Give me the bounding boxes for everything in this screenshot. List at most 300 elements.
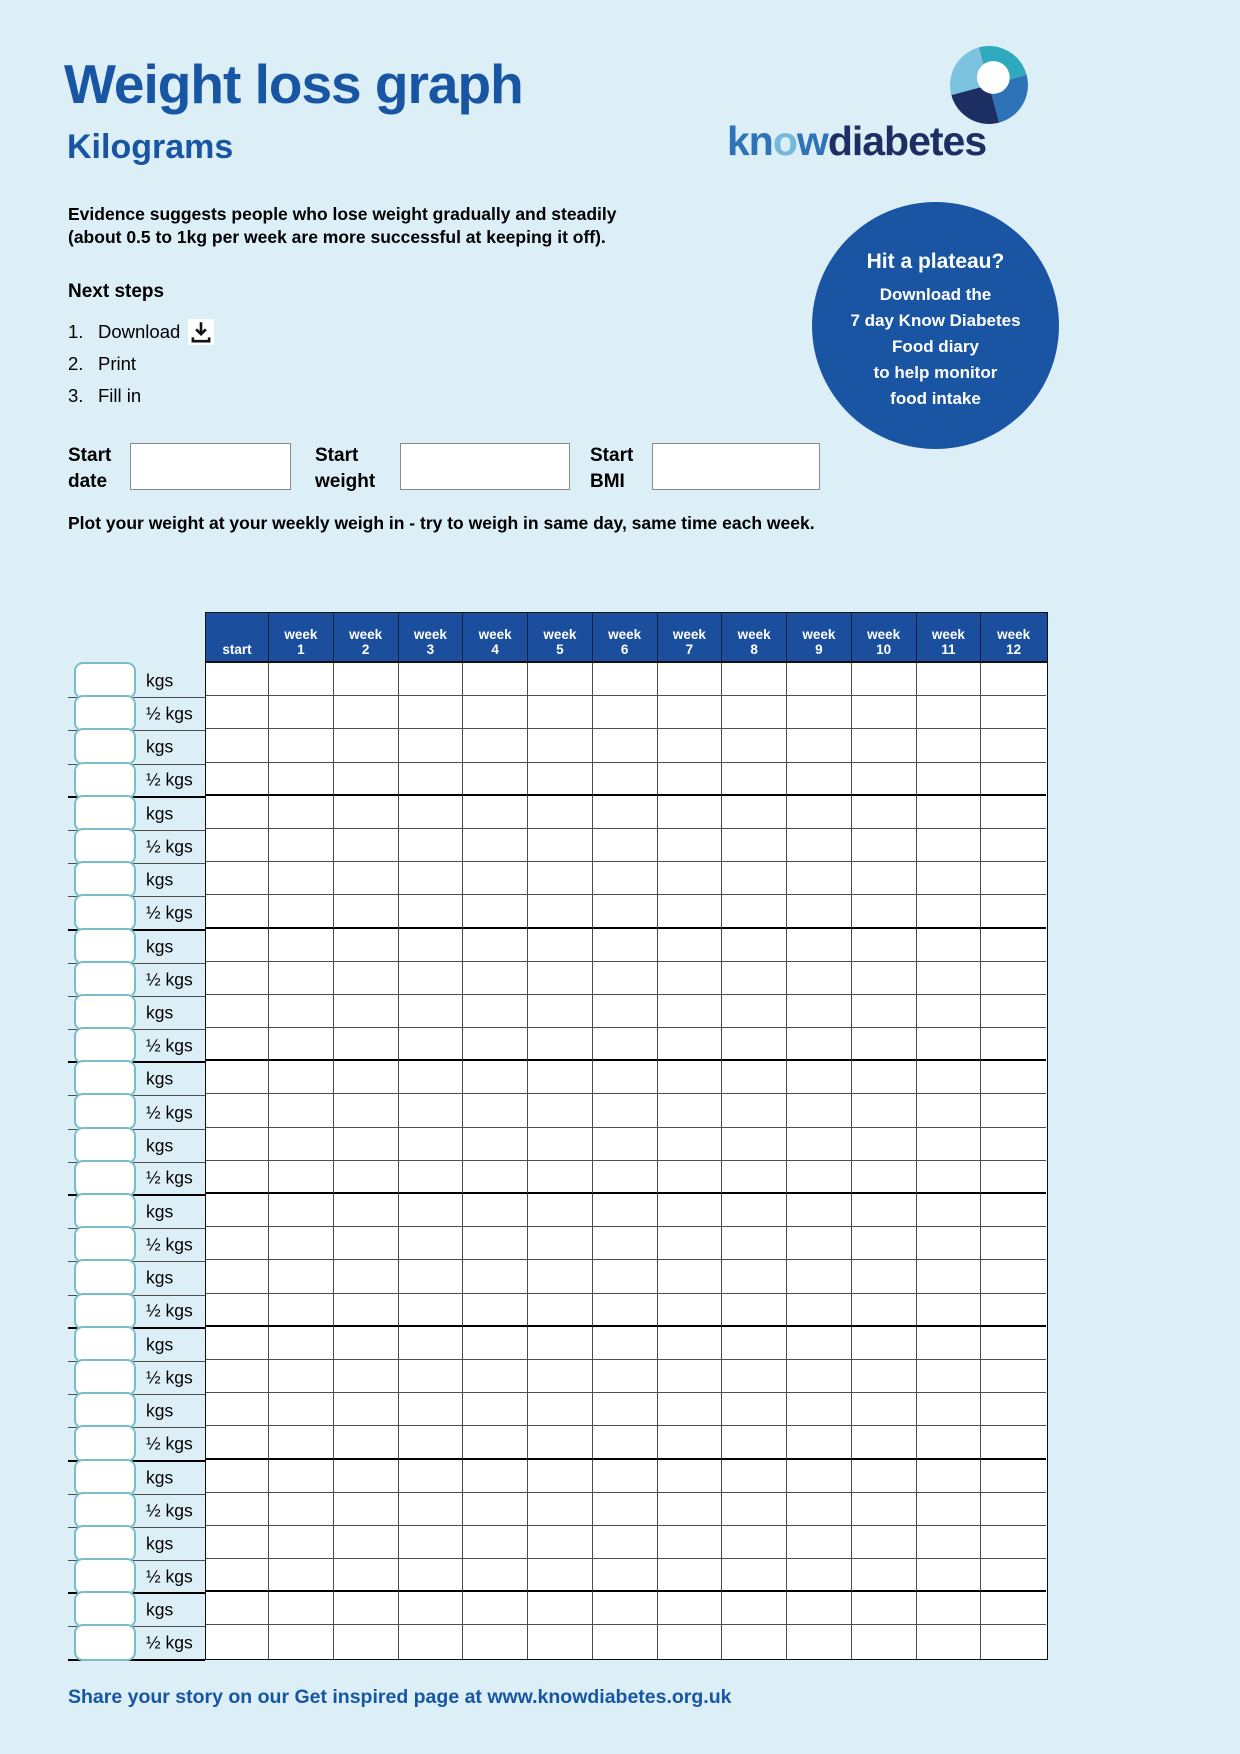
intro-text xyxy=(68,203,616,249)
row-label-text: kgs xyxy=(146,936,174,957)
grid-cell xyxy=(206,1094,269,1127)
grid-cell xyxy=(981,1327,1046,1360)
column-header-week-12: week 12 xyxy=(997,627,1031,657)
logo-o: o xyxy=(772,118,797,164)
grid-cell xyxy=(981,796,1046,829)
grid-cell xyxy=(334,1327,399,1360)
grid-cell xyxy=(269,829,334,862)
grid-cell xyxy=(722,1128,787,1161)
grid-cell xyxy=(463,862,528,895)
grid-cell xyxy=(269,1061,334,1094)
grid-cell xyxy=(528,1360,593,1393)
grid-cell xyxy=(206,962,269,995)
label-line: BMI xyxy=(590,471,625,492)
step-number: 2. xyxy=(68,353,84,374)
grid-cell xyxy=(787,729,852,762)
row-label xyxy=(68,1627,205,1660)
grid-cell xyxy=(463,729,528,762)
grid-cell xyxy=(463,1460,528,1493)
grid-cell xyxy=(463,1559,528,1592)
grid-cell xyxy=(658,1360,723,1393)
weight-value-box[interactable] xyxy=(74,1127,136,1164)
grid-cell xyxy=(722,1426,787,1459)
grid-cell xyxy=(399,1426,464,1459)
grid-cell xyxy=(269,1327,334,1360)
grid-cell xyxy=(463,1028,528,1061)
grid-cell xyxy=(528,763,593,796)
grid-cell xyxy=(787,796,852,829)
grid-cell xyxy=(658,663,723,696)
column-header-week-3: week 3 xyxy=(399,613,464,661)
grid-cell xyxy=(981,995,1046,1028)
grid-cell xyxy=(787,995,852,1028)
grid-cell xyxy=(981,1460,1046,1493)
grid-cell xyxy=(269,895,334,928)
grid-cell xyxy=(463,995,528,1028)
grid-cell xyxy=(917,1194,982,1227)
grid-cell xyxy=(917,1094,982,1127)
grid-cell xyxy=(463,1327,528,1360)
grid-cell xyxy=(334,1194,399,1227)
grid-cell xyxy=(463,1260,528,1293)
grid-cell xyxy=(206,1559,269,1592)
grid-cell xyxy=(981,962,1046,995)
grid-cell xyxy=(593,1360,658,1393)
grid-cell xyxy=(528,1625,593,1658)
grid-cell xyxy=(658,1028,723,1061)
weight-value-box[interactable] xyxy=(74,994,136,1031)
column-header-week-2: week 2 xyxy=(334,613,399,661)
grid-cell xyxy=(463,1625,528,1658)
grid-cell xyxy=(206,1128,269,1161)
grid-cell xyxy=(528,1094,593,1127)
weight-value-box[interactable] xyxy=(74,1326,136,1363)
grid-body xyxy=(206,663,1047,1659)
grid-cell xyxy=(917,1526,982,1559)
grid-cell xyxy=(528,1294,593,1327)
grid-cell xyxy=(658,1194,723,1227)
weight-value-box[interactable] xyxy=(74,795,136,832)
grid-cell xyxy=(722,1094,787,1127)
grid-cell xyxy=(399,1360,464,1393)
column-header-week-11: week 11 xyxy=(917,613,982,661)
table-row xyxy=(206,1327,1047,1360)
grid-cell xyxy=(206,1625,269,1658)
grid-cell xyxy=(981,729,1046,762)
grid-cell xyxy=(852,1360,917,1393)
grid-cell xyxy=(399,1094,464,1127)
label-line: Start xyxy=(315,445,359,466)
grid-cell xyxy=(399,1294,464,1327)
grid-cell xyxy=(917,1028,982,1061)
grid-cell xyxy=(528,1128,593,1161)
grid-cell xyxy=(981,1559,1046,1592)
row-label-text: kgs xyxy=(146,1533,174,1554)
grid-cell xyxy=(917,1161,982,1194)
grid-cell xyxy=(528,696,593,729)
grid-cell xyxy=(658,1260,723,1293)
grid-cell xyxy=(722,1360,787,1393)
grid-cell xyxy=(917,1128,982,1161)
grid-cell xyxy=(334,1227,399,1260)
grid-cell xyxy=(593,829,658,862)
grid-cell xyxy=(852,962,917,995)
grid-cell xyxy=(981,1128,1046,1161)
grid-cell xyxy=(787,962,852,995)
row-label xyxy=(68,931,205,964)
column-header-week-9: week 9 xyxy=(787,613,852,661)
weight-value-box[interactable] xyxy=(74,1093,136,1130)
grid-cell xyxy=(852,663,917,696)
grid-cell xyxy=(206,1327,269,1360)
column-header-week-10: week 10 xyxy=(852,613,917,661)
grid-cell xyxy=(722,1460,787,1493)
grid-cell xyxy=(787,1227,852,1260)
row-label xyxy=(68,1528,205,1561)
grid-cell xyxy=(269,1194,334,1227)
grid-cell xyxy=(658,962,723,995)
grid-cell xyxy=(399,1128,464,1161)
weight-value-box[interactable] xyxy=(74,928,136,965)
grid-cell xyxy=(463,1493,528,1526)
plateau-line: food intake xyxy=(890,389,981,408)
grid-cell xyxy=(852,995,917,1028)
grid-cell xyxy=(593,796,658,829)
row-label-text: kgs xyxy=(146,1467,174,1488)
grid-cell xyxy=(528,1426,593,1459)
row-label xyxy=(68,1229,205,1262)
grid-cell xyxy=(399,1260,464,1293)
weight-value-box[interactable] xyxy=(74,1525,136,1562)
grid-cell xyxy=(658,1625,723,1658)
grid-cell xyxy=(722,1493,787,1526)
table-row xyxy=(206,1559,1047,1592)
page-title: Weight loss graph xyxy=(64,53,523,115)
grid-cell xyxy=(981,1360,1046,1393)
grid-cell xyxy=(787,1194,852,1227)
column-header-week-1: week 1 xyxy=(269,613,334,661)
grid-cell xyxy=(269,1493,334,1526)
grid-cell xyxy=(658,1227,723,1260)
grid-cell xyxy=(528,796,593,829)
grid-cell xyxy=(463,1360,528,1393)
grid-cell xyxy=(334,1393,399,1426)
grid-cell xyxy=(917,929,982,962)
table-row xyxy=(206,1028,1047,1061)
grid-cell xyxy=(399,729,464,762)
grid-cell xyxy=(399,1493,464,1526)
table-row xyxy=(206,1128,1047,1161)
table-row xyxy=(206,796,1047,829)
grid-cell xyxy=(206,663,269,696)
grid-cell xyxy=(722,1625,787,1658)
weight-value-box[interactable] xyxy=(74,1060,136,1097)
grid-cell xyxy=(852,1161,917,1194)
grid-cell xyxy=(722,1260,787,1293)
grid-cell xyxy=(334,1460,399,1493)
grid-cell xyxy=(593,1260,658,1293)
table-row xyxy=(206,962,1047,995)
step-download xyxy=(68,316,214,348)
grid-cell xyxy=(722,1194,787,1227)
grid-cell xyxy=(528,1161,593,1194)
grid-cell xyxy=(463,696,528,729)
row-label-text: kgs xyxy=(146,1135,174,1156)
grid-cell xyxy=(399,895,464,928)
row-label-text: kgs xyxy=(146,1334,174,1355)
grid-cell xyxy=(852,763,917,796)
table-row xyxy=(206,1426,1047,1459)
grid-cell xyxy=(334,663,399,696)
grid-cell xyxy=(269,1360,334,1393)
grid-cell xyxy=(399,1559,464,1592)
row-label xyxy=(68,1495,205,1528)
grid-cell xyxy=(981,1028,1046,1061)
row-label xyxy=(68,765,205,798)
row-label xyxy=(68,1594,205,1627)
grid-cell xyxy=(399,663,464,696)
step-number: 1. xyxy=(68,321,84,342)
weight-value-box[interactable] xyxy=(74,662,136,699)
table-row xyxy=(206,696,1047,729)
plot-instruction: Plot your weight at your weekly weigh in - try to weigh in same day, same time each week. xyxy=(68,513,815,533)
grid-cell xyxy=(852,796,917,829)
row-label-text: ½ kgs xyxy=(146,769,193,790)
grid-cell xyxy=(658,1294,723,1327)
grid-cell xyxy=(787,763,852,796)
grid-cell xyxy=(269,1161,334,1194)
grid-cell xyxy=(787,1128,852,1161)
grid-cell xyxy=(334,1625,399,1658)
grid-cell xyxy=(787,895,852,928)
grid-cell xyxy=(269,1094,334,1127)
grid-cell xyxy=(981,696,1046,729)
table-row xyxy=(206,1460,1047,1493)
weight-table xyxy=(68,612,1053,1667)
grid-cell xyxy=(206,1161,269,1194)
grid-cell xyxy=(269,1592,334,1625)
grid-cell xyxy=(658,929,723,962)
row-label xyxy=(68,964,205,997)
grid-cell xyxy=(852,1625,917,1658)
grid-cell xyxy=(593,929,658,962)
grid-cell xyxy=(269,663,334,696)
weight-value-box[interactable] xyxy=(74,1624,136,1661)
row-label-text: ½ kgs xyxy=(146,1500,193,1521)
grid-cell xyxy=(269,1260,334,1293)
grid-cell xyxy=(463,1161,528,1194)
grid-cell xyxy=(334,929,399,962)
grid-cell xyxy=(269,1426,334,1459)
grid-cell xyxy=(981,895,1046,928)
grid-cell xyxy=(722,1028,787,1061)
grid-cell xyxy=(528,962,593,995)
grid-cell xyxy=(658,1161,723,1194)
grid-cell xyxy=(852,1559,917,1592)
grid-cell xyxy=(528,1493,593,1526)
grid-cell xyxy=(593,1094,658,1127)
row-label xyxy=(68,665,205,698)
plateau-heading: Hit a plateau? xyxy=(866,250,1005,273)
grid-cell xyxy=(917,1327,982,1360)
grid-cell xyxy=(206,862,269,895)
grid-cell xyxy=(722,895,787,928)
row-label-text: ½ kgs xyxy=(146,1167,193,1188)
table-row xyxy=(206,1493,1047,1526)
weight-value-box[interactable] xyxy=(74,1459,136,1496)
row-label xyxy=(68,1096,205,1129)
grid-cell xyxy=(399,929,464,962)
weight-value-box[interactable] xyxy=(74,1193,136,1230)
grid-cell xyxy=(852,929,917,962)
grid-cell xyxy=(917,1393,982,1426)
grid-cell xyxy=(528,1327,593,1360)
grid-cell xyxy=(917,862,982,895)
grid-cell xyxy=(269,1559,334,1592)
row-label xyxy=(68,1329,205,1362)
grid-cell xyxy=(917,763,982,796)
weight-value-box[interactable] xyxy=(74,861,136,898)
grid-cell xyxy=(593,663,658,696)
grid-cell xyxy=(463,1592,528,1625)
grid-cell xyxy=(593,729,658,762)
grid-cell xyxy=(852,1493,917,1526)
weight-value-box[interactable] xyxy=(74,1492,136,1529)
table-row xyxy=(206,763,1047,796)
grid-cell xyxy=(528,829,593,862)
weight-value-box[interactable] xyxy=(74,1425,136,1462)
grid-cell xyxy=(981,763,1046,796)
grid-cell xyxy=(981,1094,1046,1127)
row-label xyxy=(68,897,205,930)
weight-value-box[interactable] xyxy=(74,728,136,765)
grid-cell xyxy=(206,1294,269,1327)
grid-cell xyxy=(334,796,399,829)
row-label xyxy=(68,1561,205,1594)
grid-cell xyxy=(787,1592,852,1625)
grid-cell xyxy=(593,696,658,729)
step-label: Print xyxy=(98,353,137,374)
row-label-text: ½ kgs xyxy=(146,1632,193,1653)
grid-cell xyxy=(658,1061,723,1094)
grid-cell xyxy=(399,696,464,729)
knowdiabetes-logo-icon xyxy=(948,44,1030,126)
weight-value-box[interactable] xyxy=(74,762,136,799)
start-weight-field[interactable] xyxy=(400,443,570,490)
column-header-week-8: week 8 xyxy=(722,613,787,661)
grid-cell xyxy=(658,1526,723,1559)
row-label-column xyxy=(68,665,205,1661)
grid-cell xyxy=(787,1028,852,1061)
grid-cell xyxy=(981,1061,1046,1094)
grid-cell xyxy=(399,1592,464,1625)
grid-cell xyxy=(528,1194,593,1227)
next-steps-heading: Next steps xyxy=(68,281,165,302)
grid-cell xyxy=(658,1094,723,1127)
grid-cell xyxy=(206,1194,269,1227)
grid-cell xyxy=(787,696,852,729)
grid-cell xyxy=(852,1061,917,1094)
weight-value-box[interactable] xyxy=(74,695,136,732)
weight-value-box[interactable] xyxy=(74,1558,136,1595)
grid-cell xyxy=(787,1559,852,1592)
row-label-text: ½ kgs xyxy=(146,1102,193,1123)
weight-value-box[interactable] xyxy=(74,1392,136,1429)
grid-cell xyxy=(852,1393,917,1426)
grid-cell xyxy=(269,929,334,962)
step-label: Download xyxy=(98,321,181,342)
weight-value-box[interactable] xyxy=(74,1226,136,1263)
grid-cell xyxy=(528,1526,593,1559)
grid-cell xyxy=(206,729,269,762)
grid-cell xyxy=(852,1294,917,1327)
grid-cell xyxy=(593,962,658,995)
grid-cell xyxy=(981,1294,1046,1327)
download-icon[interactable] xyxy=(188,319,214,345)
grid-cell xyxy=(852,1128,917,1161)
grid-cell xyxy=(269,1625,334,1658)
start-date-field[interactable] xyxy=(130,443,291,490)
row-label-text: kgs xyxy=(146,670,174,691)
start-bmi-field[interactable] xyxy=(652,443,820,490)
row-label-text: ½ kgs xyxy=(146,1367,193,1388)
row-label-text: ½ kgs xyxy=(146,836,193,857)
grid-cell xyxy=(399,1227,464,1260)
grid-cell xyxy=(334,995,399,1028)
row-label xyxy=(68,698,205,731)
grid-cell xyxy=(528,1592,593,1625)
row-label-text: ½ kgs xyxy=(146,1300,193,1321)
grid-cell xyxy=(206,1526,269,1559)
row-label xyxy=(68,831,205,864)
weight-value-box[interactable] xyxy=(74,1027,136,1064)
grid-cell xyxy=(787,1260,852,1293)
start-bmi-label xyxy=(590,443,633,495)
grid-cell xyxy=(787,862,852,895)
weight-value-box[interactable] xyxy=(74,1359,136,1396)
weight-value-box[interactable] xyxy=(74,1160,136,1197)
grid-cell xyxy=(852,1327,917,1360)
grid-cell xyxy=(722,995,787,1028)
grid-cell xyxy=(463,1526,528,1559)
grid-cell xyxy=(593,1625,658,1658)
weight-value-box[interactable] xyxy=(74,1293,136,1330)
grid-cell xyxy=(981,1592,1046,1625)
grid-cell xyxy=(269,962,334,995)
weight-value-box[interactable] xyxy=(74,961,136,998)
grid-cell xyxy=(269,1227,334,1260)
grid-cell xyxy=(852,1592,917,1625)
grid-cell xyxy=(593,1393,658,1426)
grid-cell xyxy=(981,1625,1046,1658)
grid-cell xyxy=(206,1426,269,1459)
grid-cell xyxy=(658,1559,723,1592)
grid-cell xyxy=(722,796,787,829)
grid-cell xyxy=(722,1327,787,1360)
grid-cell xyxy=(917,1559,982,1592)
grid-cell xyxy=(722,663,787,696)
weight-value-box[interactable] xyxy=(74,1591,136,1628)
grid-cell xyxy=(917,1360,982,1393)
weight-value-box[interactable] xyxy=(74,1259,136,1296)
weight-value-box[interactable] xyxy=(74,828,136,865)
weight-value-box[interactable] xyxy=(74,894,136,931)
grid-cell xyxy=(206,1227,269,1260)
grid-cell xyxy=(917,995,982,1028)
knowdiabetes-wordmark xyxy=(727,118,986,165)
grid-cell xyxy=(334,1094,399,1127)
grid-cell xyxy=(593,1592,658,1625)
